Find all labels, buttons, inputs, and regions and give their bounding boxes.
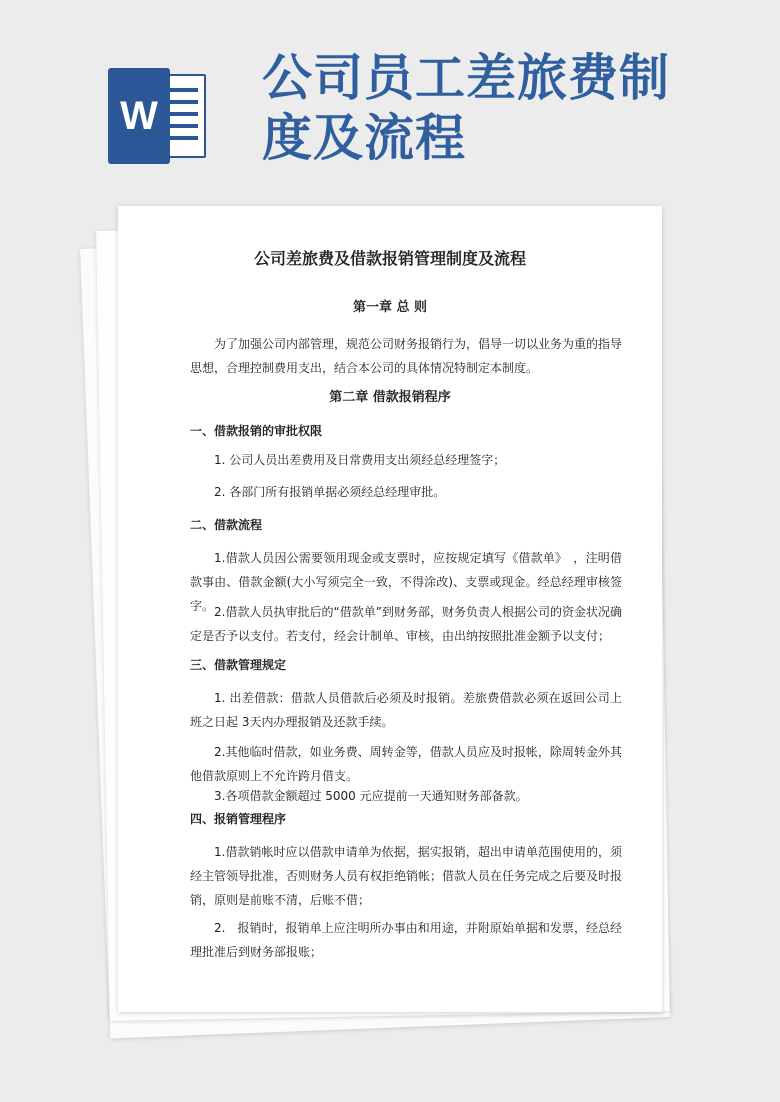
intro-paragraph: 为了加强公司内部管理，规范公司财务报销行为，倡导一切以业务为重的指导思想，合理控制费用支出，结合本公司的具体情况特制定本制度。 — [190, 337, 623, 375]
section-2-item: 2.借款人员执审批后的“借款单”到财务部，财务负责人根据公司的资金状况确定是否予以支付。若支付，经会计制单、审核，由出纳按照批准金额予以支付； — [190, 605, 622, 643]
section-3-heading: 三、借款管理规定 — [190, 658, 287, 672]
section-3-item: 1. 出差借款：借款人员借款后必须及时报销。差旅费借款必须在返回公司上班之日起 3天内办理报销及还款手续。 — [190, 691, 622, 729]
page-title: 公司员工差旅费制度及流程 — [262, 48, 670, 167]
section-1-heading: 一、借款报销的审批权限 — [190, 424, 323, 438]
section-1-item: 1. 公司人员出差费用及日常费用支出须经总经理签字； — [214, 453, 506, 467]
section-2-item: 1.借款人员因公需要领用现金或支票时，应按规定填写《借款单》 ，注明借款事由、借款金额(大小写须完全一致，不得涂改)、支票或现金。经总经理审核签字。 — [190, 551, 622, 613]
word-badge: W — [108, 68, 170, 164]
chapter-1-heading: 第一章 总 则 — [352, 300, 428, 315]
document-page — [118, 206, 662, 1012]
section-4-item: 2. 报销时，报销单上应注明所办事由和用途，并附原始单据和发票，经总经理批准后到财务部报账； — [190, 921, 622, 959]
section-3-item: 3.各项借款金额超过 5000 元应提前一天通知财务部备款。 — [214, 789, 528, 803]
section-1-item: 2. 各部门所有报销单据必须经总经理审批。 — [214, 485, 446, 499]
word-logo-icon — [108, 68, 210, 164]
section-4-item: 1.借款销帐时应以借款申请单为依据，据实报销，超出申请单范围使用的，须经主管领导批准，否则财务人员有权拒绝销帐；借款人员在任务完成之后要及时报销，原则是前账不清，后账不借； — [190, 845, 623, 907]
section-2-heading: 二、借款流程 — [190, 518, 263, 532]
document-title: 公司差旅费及借款报销管理制度及流程 — [253, 249, 526, 268]
section-4-heading: 四、报销管理程序 — [190, 812, 287, 826]
section-3-item: 2.其他临时借款，如业务费、周转金等，借款人员应及时报帐，除周转金外其他借款原则上不允许跨月借支。 — [190, 745, 622, 783]
chapter-2-heading: 第二章 借款报销程序 — [329, 390, 451, 405]
